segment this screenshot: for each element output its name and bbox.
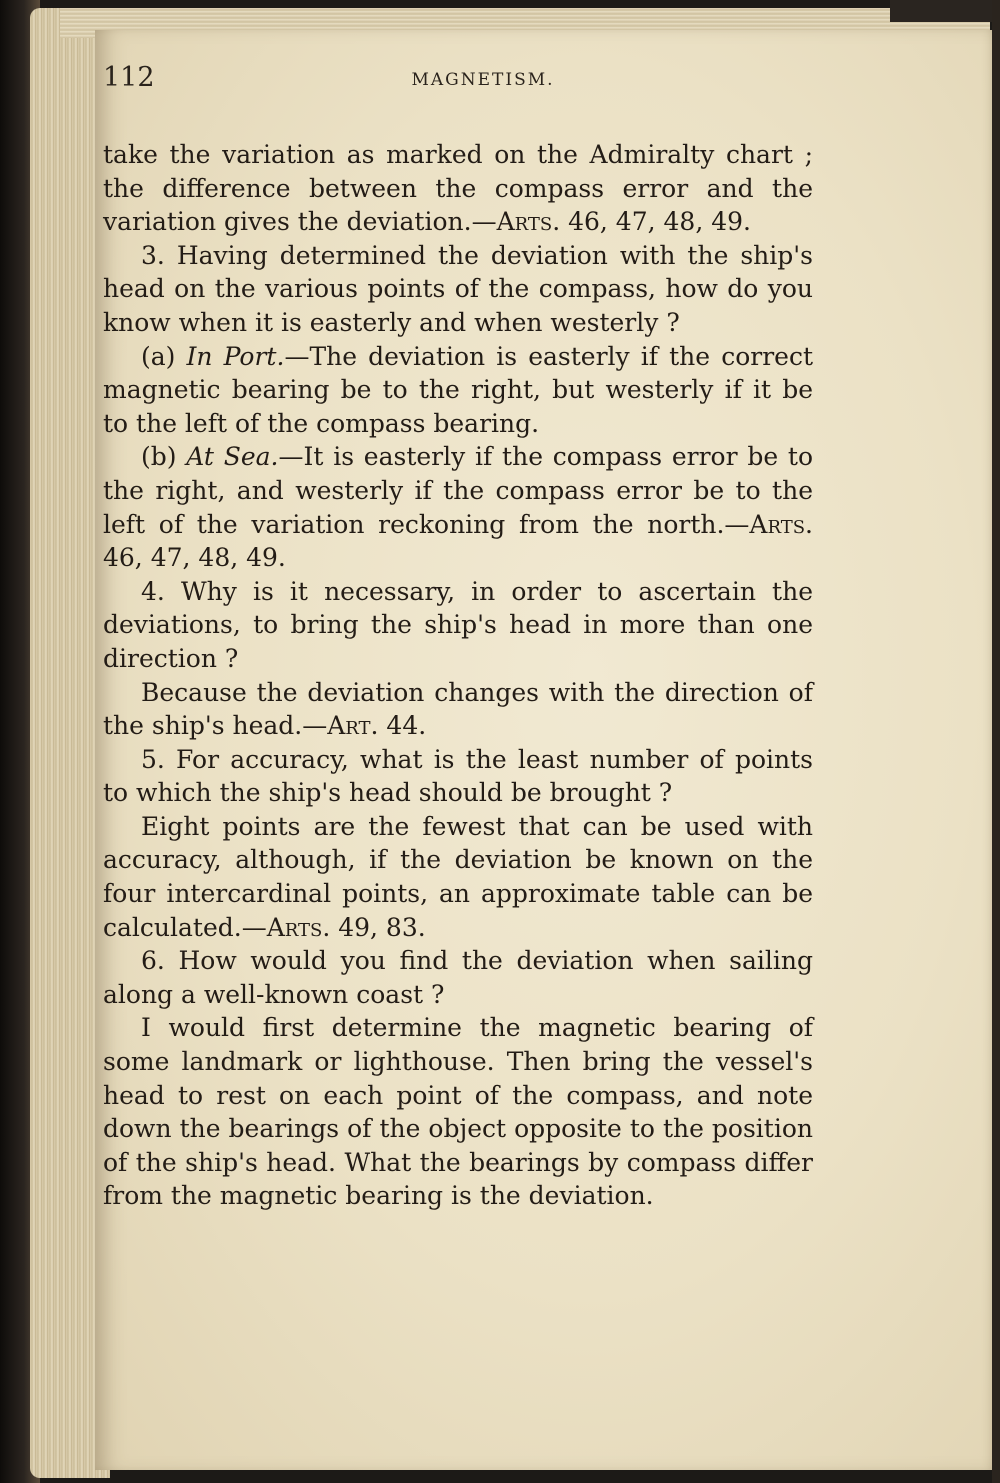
running-head: MAGNETISM. (411, 70, 555, 90)
answer-5 (103, 810, 813, 944)
question-5: 5. For accuracy, what is the least number of points to which the ship's head should be brought ? (103, 744, 813, 808)
article-reference: Arts. (749, 509, 813, 539)
page-number: 112 (103, 62, 155, 93)
article-numbers: 49, 83. (330, 912, 426, 942)
article-numbers: 46, 47, 48, 49. (103, 543, 286, 573)
answer-3b (103, 440, 813, 574)
article-reference: Arts. (266, 912, 331, 942)
paragraph-text: Because the deviation changes with the direction of the ship's head.— (103, 677, 813, 741)
answer-lead: In Port. (186, 341, 285, 371)
answer-label: (a) (141, 341, 187, 371)
answer-4 (103, 676, 813, 743)
question-4: 4. Why is it necessary, in order to ascertain the deviations, to bring the ship's head in more than one direction ? (103, 576, 813, 673)
page-header (103, 62, 863, 102)
article-reference: Arts. (496, 207, 561, 237)
question-3: 3. Having determined the deviation with the ship's head on the various points of the compass, how do you know when it is easterly and when westerly ? (103, 240, 813, 337)
answer-lead: At Sea. (186, 442, 279, 472)
scan-background-corner (890, 0, 1000, 22)
question-6: 6. How would you find the deviation when sailing along a well-known coast ? (103, 946, 813, 1009)
answer-6: I would first determine the magnetic bearing of some landmark or lighthouse. Then bring the vessel's head to rest on each point of the compass, and note down the bearings of the object opposite to the position of the ship's head. What the bearings by compass differ from the magnetic bearing is the deviation. (103, 1013, 813, 1211)
paragraph-text: —The deviation is easterly if the correct magnetic bearing be to the right, but westerly if it be to the left of the compass bearing. (103, 341, 813, 438)
paragraph-continuation (103, 138, 813, 239)
page-body (103, 138, 813, 1213)
article-reference: Art. (327, 711, 379, 741)
answer-3a (103, 340, 813, 441)
paragraph-text: —It is easterly if the compass error be to the right, and westerly if the compass error be to the left of the variation reckoning from the north.— (103, 442, 814, 539)
article-numbers: 44. (378, 711, 427, 741)
answer-label: (b) (141, 442, 187, 472)
article-numbers: 46, 47, 48, 49. (560, 207, 751, 237)
paragraph-text: Eight points are the fewest that can be used with accuracy, although, if the deviation be known on the four intercardinal points, an approximate table can be calculated.— (103, 811, 813, 942)
paragraph-text: take the variation as marked on the Admiralty chart ; the difference between the compass error and the variation gives the deviation.— (103, 140, 813, 237)
scan-background-edge (992, 0, 1000, 1483)
